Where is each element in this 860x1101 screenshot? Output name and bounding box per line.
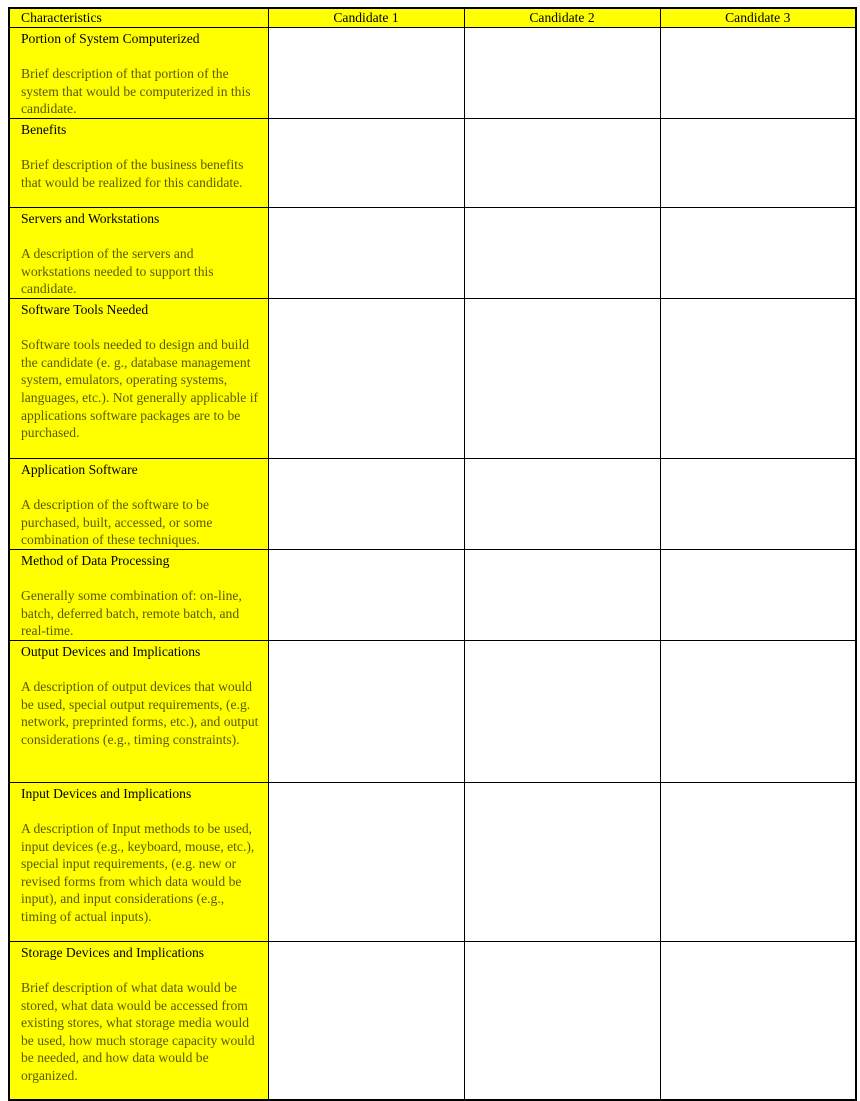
candidate-1-cell[interactable] (268, 118, 464, 207)
candidate-1-cell[interactable] (268, 298, 464, 458)
candidate-2-cell[interactable] (464, 941, 660, 1100)
table-row (9, 549, 856, 640)
candidate-1-cell[interactable] (268, 207, 464, 298)
row-description: Software tools needed to design and build the candidate (e. g., database management system, emulators, operating systems, languages, etc.). Not generally applicable if applications software packages are to be purchased. (21, 337, 259, 441)
row-characteristic (9, 549, 268, 640)
table-row (9, 298, 856, 458)
candidate-3-cell[interactable] (660, 118, 856, 207)
candidate-1-cell[interactable] (268, 941, 464, 1100)
candidate-3-cell[interactable] (660, 298, 856, 458)
row-description: Generally some combination of: on-line, batch, deferred batch, remote batch, and real-time. (21, 588, 242, 639)
candidate-2-cell[interactable] (464, 458, 660, 549)
row-description: A description of Input methods to be used, input devices (e.g., keyboard, mouse, etc.), special input requirements, (e.g. new or revised forms from which data would be input), and input considerations (e.g., timing of actual inputs). (21, 821, 255, 925)
candidate-2-cell[interactable] (464, 28, 660, 119)
candidate-1-cell[interactable] (268, 549, 464, 640)
row-title: Output Devices and Implications (21, 643, 201, 659)
row-title: Application Software (21, 461, 138, 477)
row-characteristic (9, 458, 268, 549)
table-row (9, 782, 856, 941)
row-characteristic (9, 782, 268, 941)
row-characteristic (9, 28, 268, 119)
row-characteristic (9, 941, 268, 1100)
table-row (9, 118, 856, 207)
candidate-1-cell[interactable] (268, 28, 464, 119)
row-description: Brief description of the business benefits that would be realized for this candidate. (21, 157, 244, 190)
row-description: Brief description of what data would be stored, what data would be accessed from existing stores, what storage media would be used, how much storage capacity would be needed, and how data would be organized. (21, 980, 255, 1084)
candidate-3-cell[interactable] (660, 640, 856, 782)
candidate-matrix-table (8, 7, 857, 1101)
table-row (9, 458, 856, 549)
header-candidate-1: Candidate 1 (268, 8, 464, 28)
row-title: Software Tools Needed (21, 301, 149, 317)
candidate-3-cell[interactable] (660, 458, 856, 549)
candidate-3-cell[interactable] (660, 28, 856, 119)
row-description: A description of the servers and workstations needed to support this candidate. (21, 246, 214, 297)
candidate-3-cell[interactable] (660, 549, 856, 640)
row-characteristic (9, 118, 268, 207)
header-candidate-3: Candidate 3 (660, 8, 856, 28)
candidate-3-cell[interactable] (660, 207, 856, 298)
candidate-1-cell[interactable] (268, 640, 464, 782)
table-row (9, 28, 856, 119)
table-row (9, 640, 856, 782)
header-candidate-2: Candidate 2 (464, 8, 660, 28)
row-description: A description of output devices that would be used, special output requirements, (e.g. network, preprinted forms, etc.), and output considerations (e.g., timing constraints). (21, 679, 259, 747)
row-characteristic (9, 207, 268, 298)
header-characteristics: Characteristics (9, 8, 268, 28)
candidate-2-cell[interactable] (464, 549, 660, 640)
candidate-2-cell[interactable] (464, 207, 660, 298)
row-title: Input Devices and Implications (21, 785, 192, 801)
table-row (9, 207, 856, 298)
candidate-1-cell[interactable] (268, 458, 464, 549)
candidate-1-cell[interactable] (268, 782, 464, 941)
row-title: Portion of System Computerized (21, 31, 200, 46)
row-characteristic (9, 298, 268, 458)
row-title: Benefits (21, 121, 67, 137)
row-characteristic (9, 640, 268, 782)
row-description: Brief description of that portion of the system that would be computerized in this candidate. (21, 66, 251, 117)
row-description: A description of the software to be purchased, built, accessed, or some combination of these techniques. (21, 497, 213, 548)
table-row (9, 941, 856, 1100)
candidate-2-cell[interactable] (464, 118, 660, 207)
row-title: Servers and Workstations (21, 210, 160, 226)
row-title: Storage Devices and Implications (21, 944, 205, 960)
row-title: Method of Data Processing (21, 552, 170, 568)
candidate-2-cell[interactable] (464, 782, 660, 941)
header-row (9, 8, 856, 28)
candidate-2-cell[interactable] (464, 640, 660, 782)
candidate-2-cell[interactable] (464, 298, 660, 458)
candidate-3-cell[interactable] (660, 941, 856, 1100)
candidate-3-cell[interactable] (660, 782, 856, 941)
